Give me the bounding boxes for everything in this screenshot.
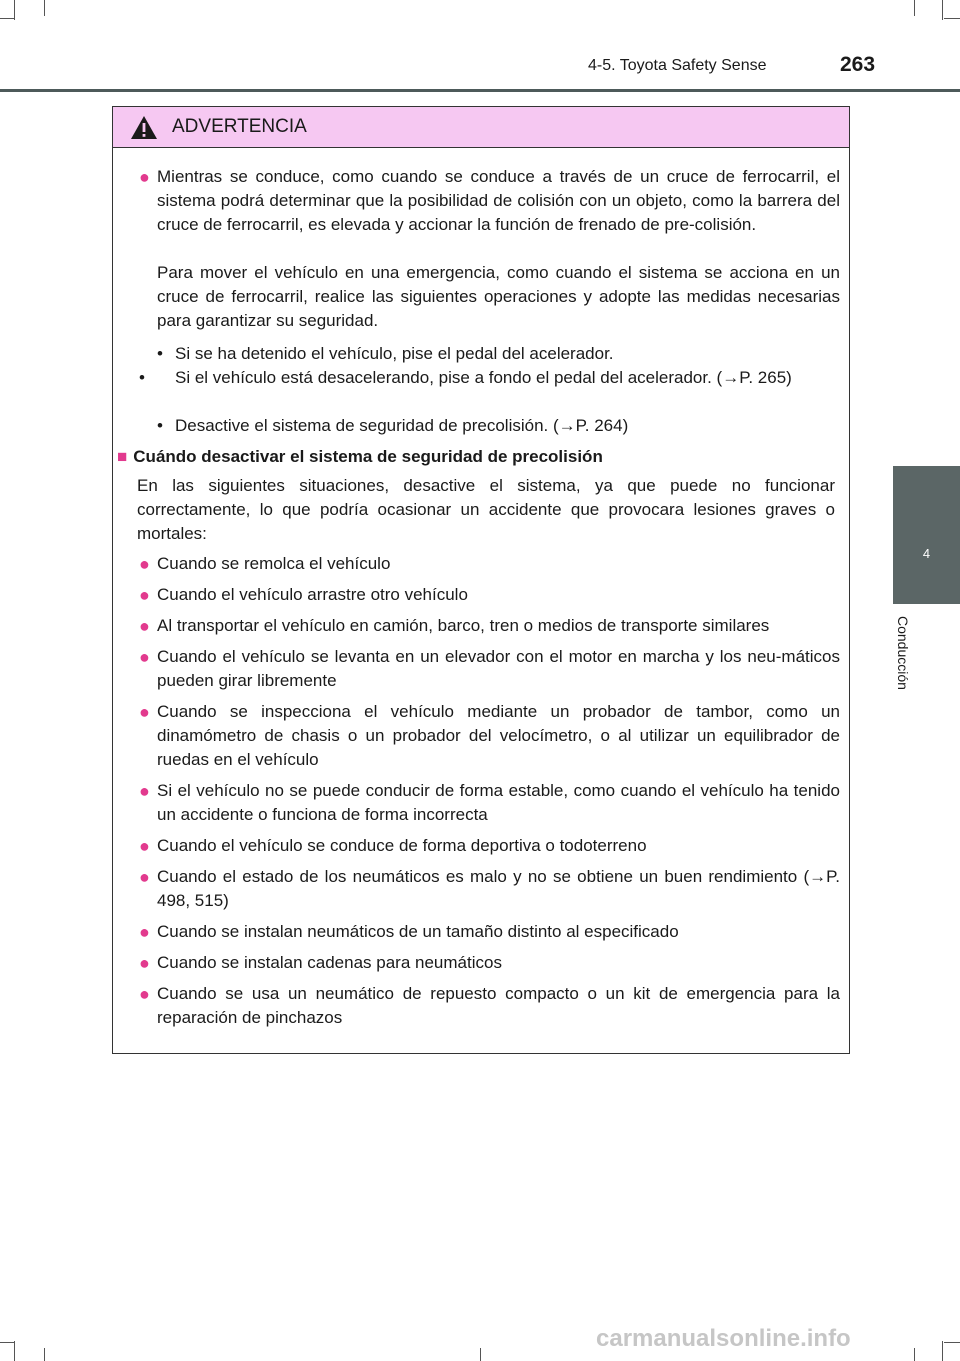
warning-paragraph: Para mover el vehículo en una emergencia, como cuando el sistema se acciona en un cruce de ferrocarril, realice las siguientes operaciones y adopte las medidas necesarias para garantizar su seguridad. [157, 263, 840, 330]
bullet-icon: ● [139, 922, 150, 942]
crop-mark [14, 1341, 15, 1361]
bullet-icon: ● [139, 953, 150, 973]
bullet-icon: ● [139, 585, 150, 605]
step-item: • Desactive el sistema de seguridad de precolisión. (→P. 264) [157, 416, 629, 435]
crop-mark [0, 1342, 14, 1343]
bullet-icon: ● [139, 167, 150, 187]
square-bullet-icon: ■ [117, 447, 128, 466]
crop-mark [44, 1348, 45, 1361]
step-item: • Si se ha detenido el vehículo, pise el pedal del acelerador. [157, 344, 614, 363]
list-item: Cuando se remolca el vehículo [157, 554, 391, 573]
page-number: 263 [840, 53, 876, 76]
crop-mark [944, 1342, 960, 1343]
list-item: Cuando el vehículo se levanta en un elevador con el motor en marcha y los neu-máticos pueden girar libremente [157, 647, 840, 690]
crop-mark [914, 1348, 915, 1361]
list-item: Cuando se inspecciona el vehículo mediante un probador de tambor, como un dinamómetro de chasis o un probador del velocímetro, o al utilizar un equilibrador de ruedas en el vehículo [157, 702, 840, 769]
list-item: Cuando se usa un neumático de repuesto compacto o un kit de emergencia para la reparación de pinchazos [157, 984, 840, 1027]
bullet-icon: ● [139, 867, 150, 887]
bullet-icon: ● [139, 836, 150, 856]
warning-title: ADVERTENCIA [172, 116, 307, 137]
bullet-icon: ● [139, 647, 150, 667]
watermark: carmanualsonline.info [596, 1325, 851, 1352]
list-item: Cuando el vehículo se conduce de forma deportiva o todoterreno [157, 836, 647, 855]
crop-mark [14, 0, 15, 20]
warning-header [113, 107, 849, 148]
list-item: Si el vehículo no se puede conducir de forma estable, como cuando el vehículo ha tenido un accidente o funciona de forma incorrecta [157, 781, 840, 824]
section-title: 4-5. Toyota Safety Sense [588, 57, 767, 74]
crop-mark [480, 1348, 481, 1361]
chapter-label [895, 616, 922, 716]
list-item: Cuando el estado de los neumáticos es malo y no se obtiene un buen rendimiento (→P. 498, 515) [157, 867, 840, 910]
crop-mark [944, 18, 960, 19]
crop-mark [914, 0, 915, 16]
crop-mark [44, 0, 45, 16]
bullet-icon: ● [139, 781, 150, 801]
bullet-icon: ● [139, 702, 150, 722]
chapter-number: 4 [922, 546, 931, 561]
chapter-tab [893, 466, 960, 604]
header-rule [0, 89, 960, 92]
crop-mark [942, 1341, 943, 1361]
warning-paragraph: Mientras se conduce, como cuando se conduce a través de un cruce de ferrocarril, el sistema podrá determinar que la posibilidad de colisión con un objeto, como la barrera del cruce de ferrocarril, es elevada y accionar la función de frenado de pre-colisión. [157, 167, 840, 234]
crop-mark [942, 0, 943, 20]
bullet-icon: ● [139, 616, 150, 636]
subsection-intro: En las siguientes situaciones, desactive el sistema, ya que puede no funcionar correctamente, lo que podría ocasionar un accidente que provocara lesiones graves o mortales: [137, 476, 835, 543]
list-item: Cuando se instalan cadenas para neumáticos [157, 953, 502, 972]
step-item: • Si el vehículo está desacelerando, pise a fondo el pedal del acelerador. (→P. 265) [139, 368, 792, 387]
list-item: Cuando se instalan neumáticos de un tamaño distinto al especificado [157, 922, 679, 941]
list-item: Al transportar el vehículo en camión, barco, tren o medios de transporte similares [157, 616, 770, 635]
bullet-icon: ● [139, 984, 150, 1004]
warning-box [112, 106, 850, 1054]
chapter-label-text: Conducción [895, 616, 911, 690]
crop-mark [0, 18, 14, 19]
bullet-icon: ● [139, 554, 150, 574]
subsection-heading: ■ Cuándo desactivar el sistema de seguridad de precolisión [117, 447, 603, 466]
warning-triangle-icon [130, 115, 158, 140]
list-item: Cuando el vehículo arrastre otro vehículo [157, 585, 468, 604]
